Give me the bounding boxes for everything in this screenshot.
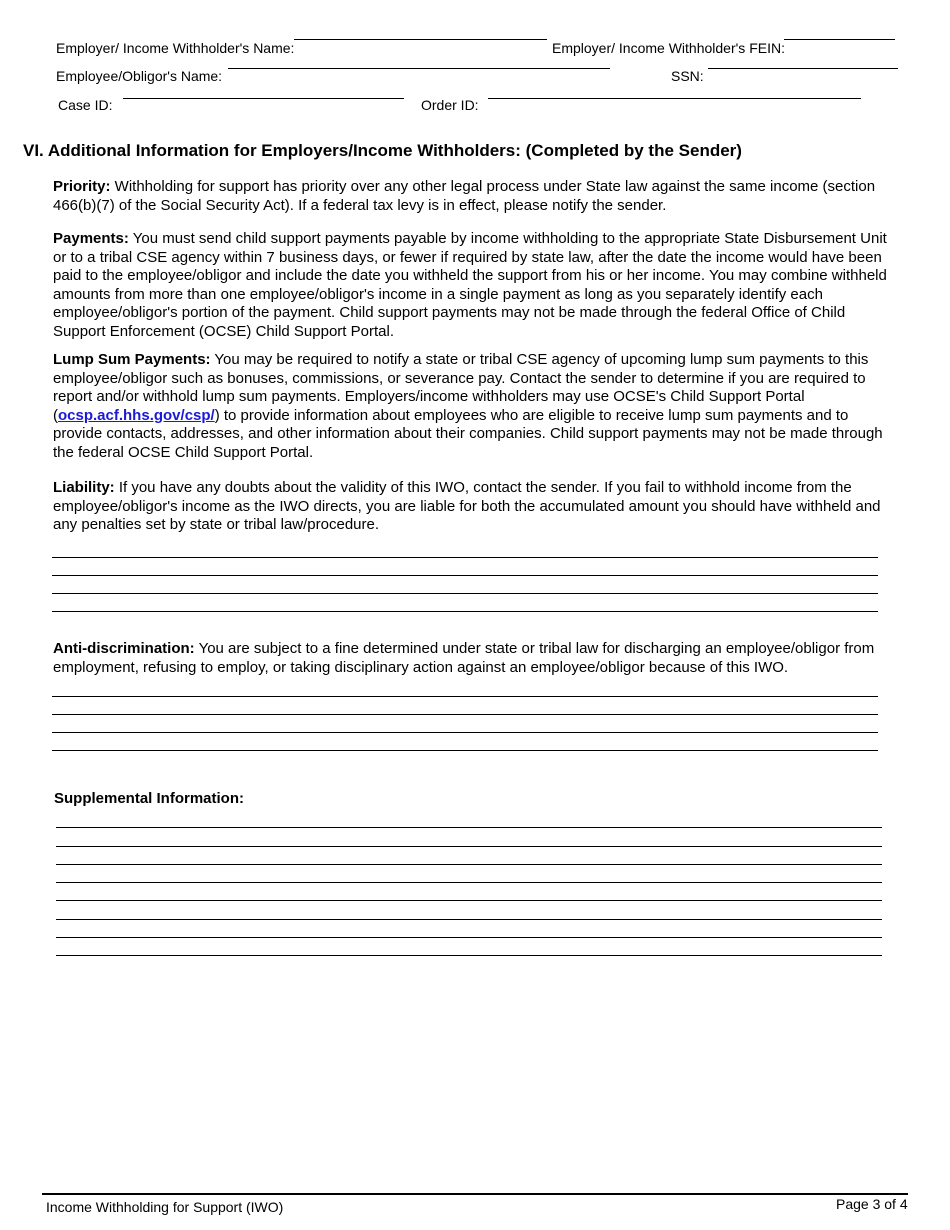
payments-paragraph — [53, 230, 893, 342]
priority-label: Priority: — [53, 178, 111, 195]
lump-sum-text-after: ) to provide information about employees who are eligible to receive lump sum payments and to provide contacts, addresses, and other information about their companies. Child support payments may not be made through the federal OCSE Child Support Portal. — [53, 406, 883, 461]
employer-name-label: Employer/ Income Withholder's Name: — [56, 40, 295, 56]
ssn-label: SSN: — [671, 68, 704, 84]
priority-paragraph — [53, 178, 893, 215]
section-title: VI. Additional Information for Employers/Income Withholders: (Completed by the Sender) — [23, 141, 742, 160]
supplemental-write-line[interactable] — [56, 955, 882, 956]
employer-fein-label: Employer/ Income Withholder's FEIN: — [552, 40, 785, 56]
anti-discrimination-write-line[interactable] — [52, 696, 878, 697]
liability-write-line[interactable] — [52, 611, 878, 612]
supplemental-write-line[interactable] — [56, 900, 882, 901]
employer-fein-field[interactable] — [786, 38, 897, 58]
order-id-label: Order ID: — [421, 97, 479, 113]
anti-discrimination-write-line[interactable] — [52, 732, 878, 733]
liability-paragraph — [53, 479, 893, 535]
anti-discrimination-text: You are subject to a fine determined under state or tribal law for discharging an employee/obligor from employment, refusing to employ, or taking disciplinary action against an employee/obligor because of this IWO. — [53, 640, 875, 676]
employee-name-field[interactable] — [230, 67, 612, 87]
supplemental-write-line[interactable] — [56, 827, 882, 828]
anti-discrimination-label: Anti-discrimination: — [53, 640, 195, 657]
anti-discrimination-write-line[interactable] — [52, 750, 878, 751]
ssn-field[interactable] — [710, 67, 900, 87]
lump-sum-paragraph — [53, 351, 893, 463]
order-id-field[interactable] — [490, 97, 863, 117]
case-id-field[interactable] — [125, 97, 406, 117]
liability-write-line[interactable] — [52, 557, 878, 558]
lump-sum-text-before: You may be required to notify a state or tribal CSE agency of upcoming lump sum payments to this employee/obligor such as bonuses, commissions, or severance pay. Contact the sender to determine if you are required to report and/or withhold lump sum payments. Employers/income withholders may use OCSE's Child Support Portal ( — [53, 351, 869, 424]
employer-name-field[interactable] — [296, 38, 549, 58]
supplemental-write-line[interactable] — [56, 846, 882, 847]
supplemental-write-line[interactable] — [56, 882, 882, 883]
lump-sum-label: Lump Sum Payments: — [53, 351, 211, 368]
footer-form-name: Income Withholding for Support (IWO) — [46, 1199, 284, 1215]
footer-page-number: Page 3 of 4 — [836, 1196, 908, 1212]
payments-text: You must send child support payments payable by income withholding to the appropriate State Disbursement Unit or to a tribal CSE agency within 7 business days, or fewer if required by state law, after the date the income would have been paid to the employee/obligor and include the date you withheld the support from his or her income. You may combine withheld amounts from more than one employee/obligor's income in a single payment as long as you separately identify each employee/obligor's portion of the payment. Child support payments may not be made through the federal Office of Child Support Enforcement (OCSE) Child Support Portal. — [53, 230, 887, 340]
supplemental-label: Supplemental Information: — [54, 790, 245, 807]
csp-portal-link[interactable]: ocsp.acf.hhs.gov/csp/ — [58, 406, 215, 424]
supplemental-write-line[interactable] — [56, 919, 882, 920]
liability-label: Liability: — [53, 479, 115, 496]
anti-discrimination-paragraph — [53, 640, 893, 677]
liability-write-line[interactable] — [52, 575, 878, 576]
liability-text: If you have any doubts about the validity of this IWO, contact the sender. If you fail to withhold income from the employee/obligor's income as the IWO directs, you are liable for both the accumulated amount you should have withheld and any penalties set by state or tribal law/procedure. — [53, 479, 881, 534]
supplemental-write-line[interactable] — [56, 937, 882, 938]
employee-name-label: Employee/Obligor's Name: — [56, 68, 223, 84]
anti-discrimination-write-line[interactable] — [52, 714, 878, 715]
liability-write-line[interactable] — [52, 593, 878, 594]
footer-divider — [42, 1193, 908, 1195]
supplemental-write-line[interactable] — [56, 864, 882, 865]
priority-text: Withholding for support has priority over any other legal process under State law against the same income (section 466(b)(7) of the Social Security Act). If a federal tax levy is in effect, please notify the sender. — [53, 178, 876, 214]
payments-label: Payments: — [53, 230, 129, 247]
case-id-label: Case ID: — [58, 97, 113, 113]
